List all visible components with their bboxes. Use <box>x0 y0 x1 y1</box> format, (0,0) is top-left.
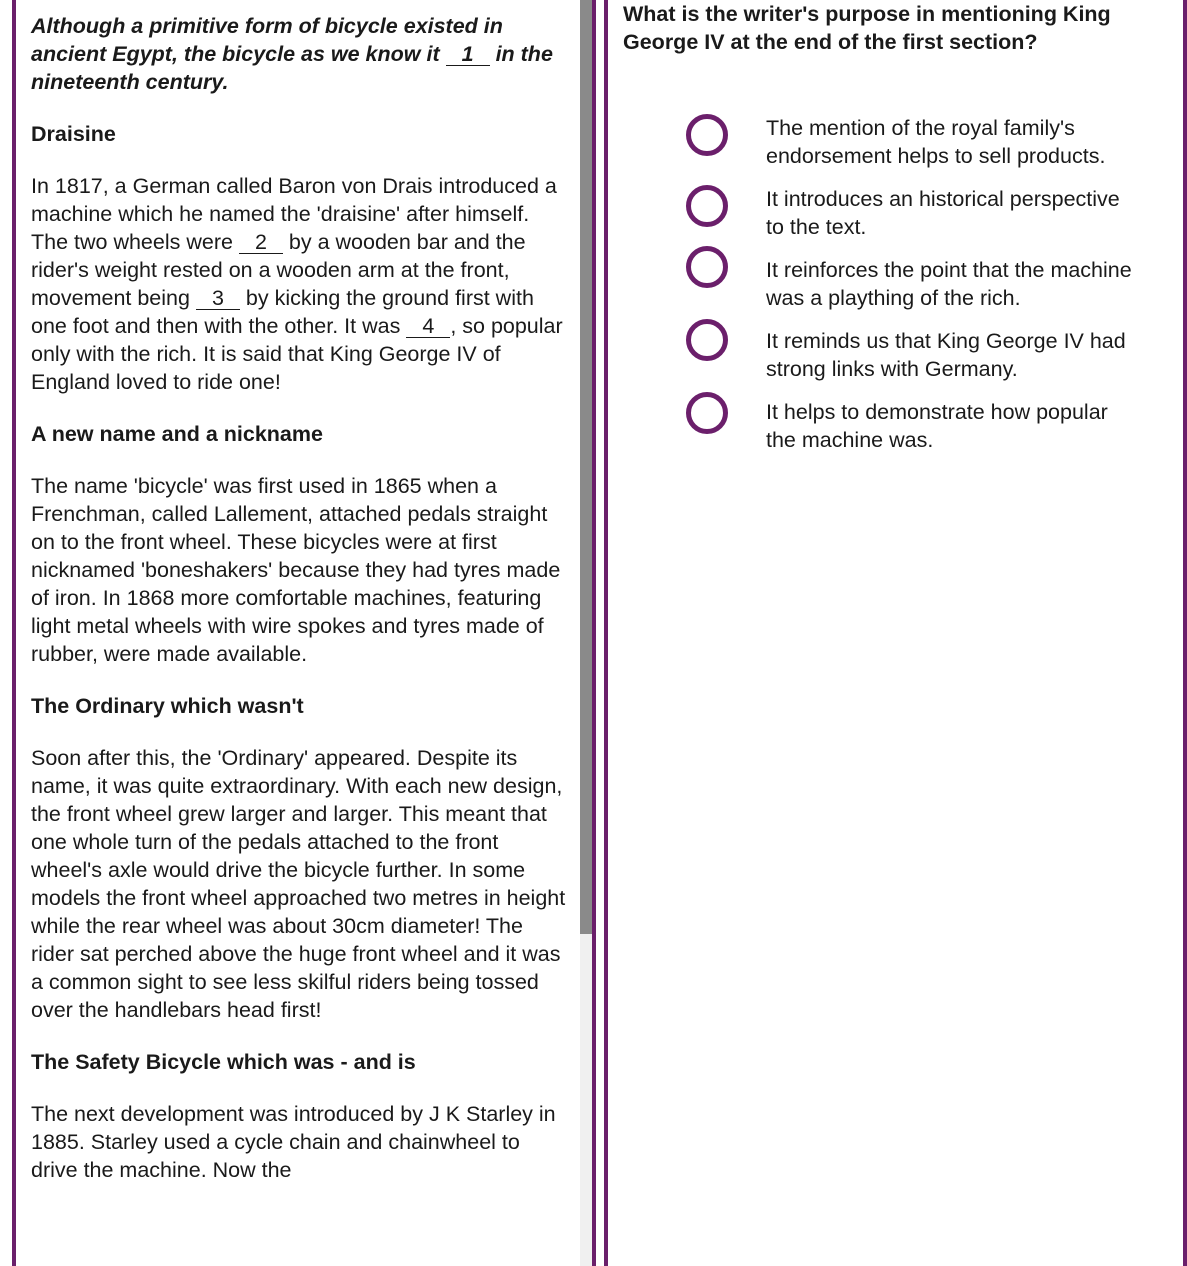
section-paragraph-new-name: The name 'bicycle' was first used in 1865 when a Frenchman, called Lallement, attached pedals straight on to the front wheel. These bicycles were at first nicknamed 'boneshakers' because they had tyres made of iron. In 1868 more comfortable machines, featuring light metal wheels with wire spokes and tyres made of rubber, were made available. <box>31 474 561 666</box>
radio-button[interactable] <box>686 246 728 288</box>
answer-option-label: It helps to demonstrate how popular the machine was. <box>766 400 1108 452</box>
radio-button[interactable] <box>686 185 728 227</box>
section-paragraph-draisine: In 1817, a German called Baron von Drais introduced a machine which he named the 'draisine' after himself. The two wheels were 2 by a wooden bar and the rider's weight rested on a wooden arm at the front, movement being 3 by kicking the ground first with one foot and then with the other. It was 4 , so popular only with the rich. It is said that King George IV of England loved to ride one! <box>31 174 563 394</box>
radio-button[interactable] <box>686 114 728 156</box>
answer-option-label: The mention of the royal family's endorsement helps to sell products. <box>766 116 1106 168</box>
passage-intro: Although a primitive form of bicycle existed in ancient Egypt, the bicycle as we know it 1 in the nineteenth century. <box>31 14 553 94</box>
gap-3: 3 <box>196 287 240 310</box>
gap-4: 4 <box>406 315 450 338</box>
question-panel <box>604 0 1187 1266</box>
answer-option-5[interactable] <box>608 398 1168 454</box>
section-heading-new-name: A new name and a nickname <box>31 422 323 446</box>
reading-passage-panel[interactable] <box>12 0 596 1266</box>
answer-option-label: It reinforces the point that the machine was a plaything of the rich. <box>766 258 1132 310</box>
answer-option-1[interactable] <box>608 114 1168 170</box>
section-heading-safety-bicycle: The Safety Bicycle which was - and is <box>31 1050 416 1074</box>
passage-scrollbar[interactable] <box>580 0 592 1266</box>
answer-option-3[interactable] <box>608 256 1168 312</box>
radio-button[interactable] <box>686 392 728 434</box>
section-paragraph-safety-bicycle: The next development was introduced by J K Starley in 1885. Starley used a cycle chain and chainwheel to drive the machine. Now the <box>31 1102 556 1182</box>
gap-1: 1 <box>446 43 490 66</box>
reading-passage <box>31 12 571 1208</box>
answer-option-label: It reminds us that King George IV had strong links with Germany. <box>766 329 1126 381</box>
radio-button[interactable] <box>686 319 728 361</box>
answer-options <box>608 114 1168 469</box>
section-heading-ordinary: The Ordinary which wasn't <box>31 694 304 718</box>
question-text: What is the writer's purpose in mentioning King George IV at the end of the first section? <box>623 2 1111 54</box>
gap-2: 2 <box>239 231 283 254</box>
answer-option-2[interactable] <box>608 185 1168 241</box>
section-paragraph-ordinary: Soon after this, the 'Ordinary' appeared. Despite its name, it was quite extraordinary. With each new design, the front wheel grew larger and larger. This meant that one whole turn of the pedals attached to the front wheel's axle would drive the bicycle further. In some models the front wheel approached two metres in height while the rear wheel was about 30cm diameter! The rider sat perched above the huge front wheel and it was a common sight to see less skilful riders being tossed over the handlebars head first! <box>31 746 566 1022</box>
section-heading-draisine: Draisine <box>31 122 116 146</box>
passage-scrollbar-thumb[interactable] <box>580 0 592 934</box>
answer-option-4[interactable] <box>608 327 1168 383</box>
answer-option-label: It introduces an historical perspective to the text. <box>766 187 1120 239</box>
